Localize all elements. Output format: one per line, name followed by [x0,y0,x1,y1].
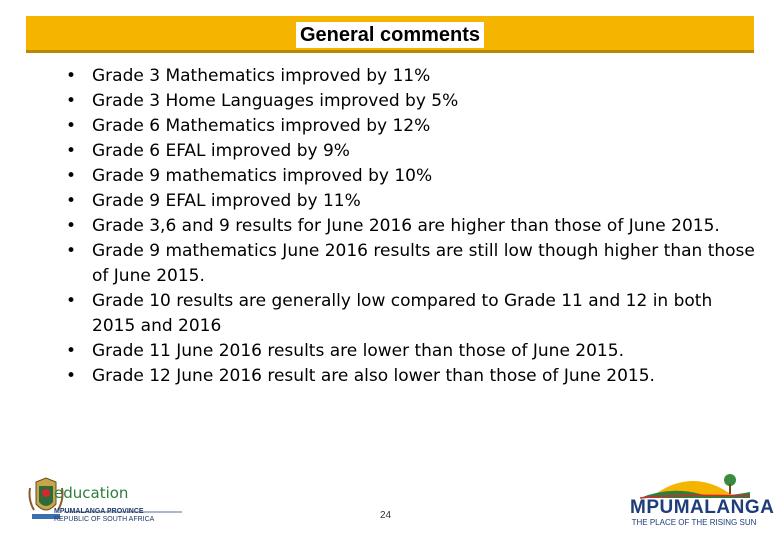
title-bar [26,16,754,50]
education-country: REPUBLIC OF SOUTH AFRICA [54,516,155,523]
mpumalanga-tagline: THE PLACE OF THE RISING SUN [631,518,757,527]
education-word: education [54,484,129,502]
list-item: • Grade 12 June 2016 result are also lower than those of June 2015. [66,364,756,389]
list-item: • Grade 9 mathematics June 2016 results are still low though higher than those of June 2015. [66,239,756,289]
education-province: MPUMALANGA PROVINCE [54,508,144,515]
list-item: • Grade 6 Mathematics improved by 12% [66,114,756,139]
mpumalanga-logo [630,497,775,527]
list-item: • Grade 3 Home Languages improved by 5% [66,89,756,114]
list-item: • Grade 3 Mathematics improved by 11% [66,64,756,89]
education-logo [54,484,154,524]
list-item: • Grade 11 June 2016 results are lower than those of June 2015. [66,339,756,364]
list-item: • Grade 9 EFAL improved by 11% [66,189,756,214]
list-item: • Grade 3,6 and 9 results for June 2016 are higher than those of June 2015. [66,214,756,239]
mpumalanga-word: MPUMALANGA [630,497,775,518]
list-item: • Grade 10 results are generally low compared to Grade 11 and 12 in both 2015 and 2016 [66,289,756,339]
page-number: 24 [380,510,392,521]
list-item: • Grade 6 EFAL improved by 9% [66,139,756,164]
page-title: General comments [296,22,484,48]
list-item: • Grade 9 mathematics improved by 10% [66,164,756,189]
comments-list [66,64,756,389]
